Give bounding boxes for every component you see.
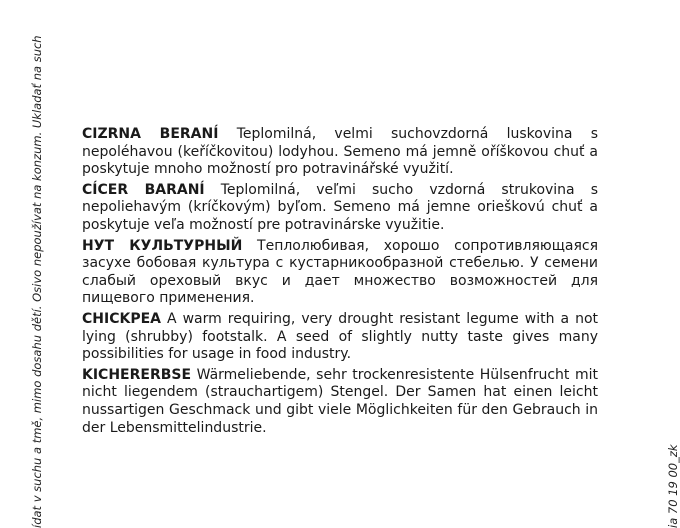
right-edge-text-strip [640, 0, 680, 528]
entry-name: KICHERERBSE [82, 366, 192, 383]
entry-german [82, 367, 598, 437]
entry-name: CIZRNA BERANÍ [82, 126, 219, 142]
description-column [82, 126, 598, 440]
entry-name: НУТ КУЛЬТУРНЫЙ [82, 237, 243, 254]
product-code-text: ia 70 19 00_zk [666, 444, 680, 528]
entry-text: A warm requiring, very drought resistant legume with a not lying (shrubby) footstalk. A seed of slightly nutty taste gives many possibilities for usage in food industry. [82, 310, 599, 363]
left-edge-text-strip [0, 0, 60, 528]
entry-russian [82, 238, 598, 308]
entry-name: CHICKPEA [82, 310, 161, 327]
storage-instructions-text: ídat v suchu a tmě, mimo dosahu dětí. Osivo nepoužívat na konzum. Ukladať na such [30, 35, 44, 528]
entry-slovak [82, 182, 598, 235]
entry-english [82, 311, 598, 364]
entry-czech [82, 126, 598, 179]
entry-name: CÍCER BARANÍ [82, 181, 205, 198]
entry-text: Teplomilná, veľmi sucho vzdorná strukovina s nepoliehavým (kríčkovým) byľom. Semeno má jemne orieškovú chuť a poskytuje veľa možností pre potravinárske využitie. [82, 181, 598, 233]
entry-text: Теплолюбивая, хорошо сопротивляющаяся засухе бобовая культура с кустарникообразной стебелью. У семени слабый ореховый вкус и дает множество возможностей для пищевого применения. [82, 237, 598, 307]
entry-text: Wärmeliebende, sehr trockenresistente Hülsenfrucht mit nicht liegendem (strauchartigem) Stengel. Der Samen hat einen leicht nussartigen Geschmack und gibt viele Möglichkeiten für den Gebrauch in der Lebensmittelindustrie. [82, 366, 598, 436]
entry-text: Teplomilná, velmi suchovzdorná luskovina s nepoléhavou (keříčkovitou) lodyhou. Semeno má jemně oříškovou chuť a poskytuje mnoho možností pro potravinářské využití. [82, 126, 598, 178]
